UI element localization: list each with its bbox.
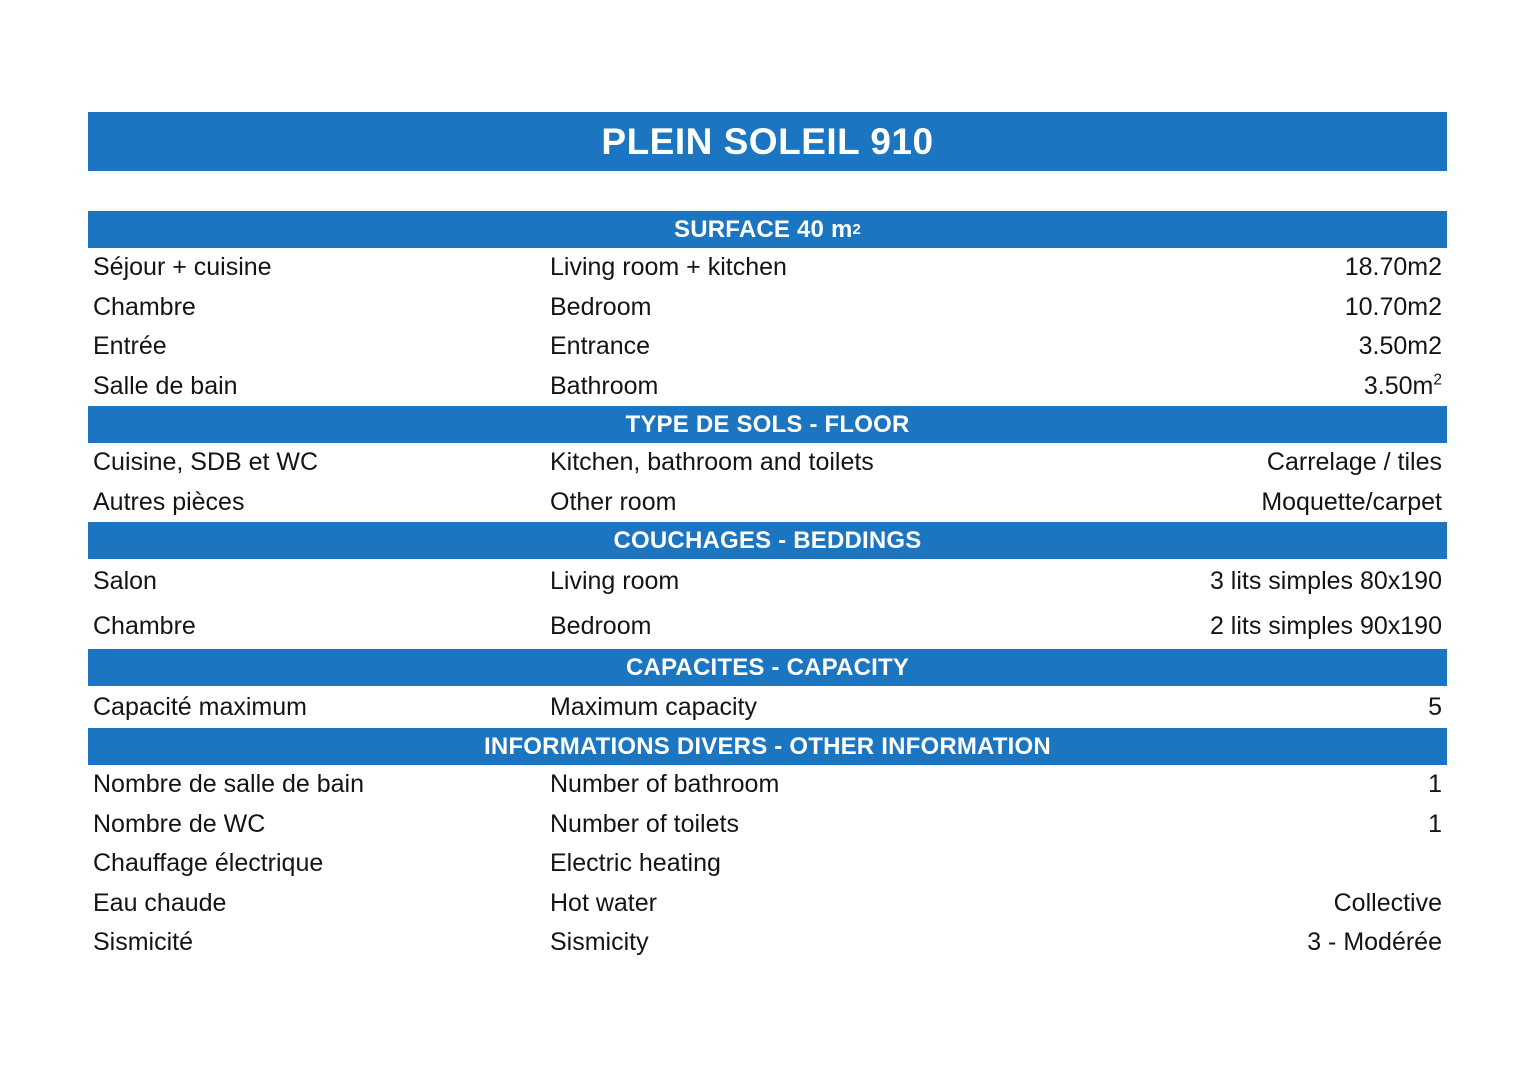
section-header-surface: SURFACE 40 m 2 <box>88 211 1447 248</box>
row-value: 1 <box>1428 809 1442 838</box>
table-row <box>88 248 1447 288</box>
table-row <box>88 483 1447 523</box>
section-capacity <box>88 649 1447 728</box>
table-row <box>88 805 1447 845</box>
row-value: 10.70m2 <box>1344 292 1442 321</box>
label-english: Other room <box>550 487 677 516</box>
table-row <box>88 288 1447 328</box>
label-french: Nombre de salle de bain <box>93 770 364 799</box>
row-value: 3.50m2 <box>1358 332 1442 361</box>
section-floor <box>88 406 1447 522</box>
row-value: 18.70m2 <box>1344 253 1442 282</box>
table-row <box>88 923 1447 963</box>
section-header-beddings: COUCHAGES - BEDDINGS <box>88 522 1447 559</box>
section-other-information <box>88 728 1447 963</box>
label-english: Bathroom <box>550 371 659 400</box>
row-value: Moquette/carpet <box>1261 487 1442 516</box>
table-row <box>88 604 1447 649</box>
label-french: Sismicité <box>93 928 194 957</box>
label-french: Chambre <box>93 612 196 640</box>
section-surface <box>88 211 1447 406</box>
label-english: Number of toilets <box>550 809 739 838</box>
row-value: 5 <box>1428 692 1442 721</box>
label-english: Bedroom <box>550 292 652 321</box>
row-value: 1 <box>1428 770 1442 799</box>
label-english: Sismicity <box>550 928 649 957</box>
label-french: Nombre de WC <box>93 809 266 838</box>
table-row <box>88 844 1447 884</box>
table-row <box>88 884 1447 924</box>
label-french: Autres pièces <box>93 487 245 516</box>
label-english: Living room + kitchen <box>550 253 787 282</box>
label-english: Electric heating <box>550 849 721 878</box>
document-page <box>88 112 1447 963</box>
label-french: Chauffage électrique <box>93 849 324 878</box>
label-english: Hot water <box>550 888 657 917</box>
row-value: Collective <box>1333 888 1442 917</box>
label-french: Salle de bain <box>93 371 238 400</box>
label-english: Number of bathroom <box>550 770 780 799</box>
info-table <box>88 211 1447 963</box>
label-english: Maximum capacity <box>550 692 757 721</box>
section-beddings <box>88 522 1447 649</box>
label-english: Bedroom <box>550 612 652 640</box>
table-row <box>88 327 1447 367</box>
row-value: 3 - Modérée <box>1307 928 1442 957</box>
superscript: 2 <box>1433 371 1442 389</box>
table-row <box>88 686 1447 728</box>
row-value: 3 lits simples 80x190 <box>1209 567 1442 595</box>
label-english: Living room <box>550 567 680 595</box>
label-french: Salon <box>93 567 157 595</box>
page-title: PLEIN SOLEIL 910 <box>601 120 934 162</box>
label-english: Kitchen, bathroom and toilets <box>550 448 874 477</box>
label-english: Entrance <box>550 332 651 361</box>
label-french: Chambre <box>93 292 196 321</box>
table-row <box>88 443 1447 483</box>
label-french: Cuisine, SDB et WC <box>93 448 319 477</box>
section-header-floor: TYPE DE SOLS - FLOOR <box>88 406 1447 443</box>
row-value: 2 lits simples 90x190 <box>1209 612 1442 640</box>
row-value: Carrelage / tiles <box>1266 448 1442 477</box>
label-french: Capacité maximum <box>93 692 307 721</box>
label-french: Entrée <box>93 332 167 361</box>
section-header-other-information: INFORMATIONS DIVERS - OTHER INFORMATION <box>88 728 1447 765</box>
section-header-capacity: CAPACITES - CAPACITY <box>88 649 1447 686</box>
title-bar <box>88 112 1447 171</box>
table-row <box>88 765 1447 805</box>
label-french: Séjour + cuisine <box>93 253 272 282</box>
row-value: $3.50m^2$ <box>1363 371 1442 400</box>
table-row <box>88 559 1447 604</box>
table-row <box>88 367 1447 407</box>
label-french: Eau chaude <box>93 888 227 917</box>
